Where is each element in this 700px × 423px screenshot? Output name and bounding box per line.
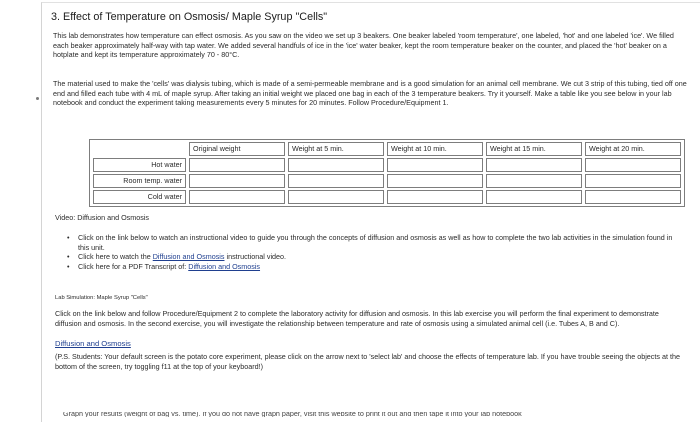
row-label: Room temp. water <box>93 174 186 188</box>
video-heading: Video: Diffusion and Osmosis <box>55 213 150 222</box>
table-row <box>93 190 681 204</box>
bullet-text: Click on the link below to watch an instructional video to guide you through the concepts of diffusion and osmosis as well as how to complete the two lab activities in the simulation found in this unit. <box>78 233 673 252</box>
table-corner <box>93 142 186 156</box>
table-row <box>93 158 681 172</box>
clipped-text-line <box>63 412 629 417</box>
table-cell <box>288 158 384 172</box>
table-cell <box>189 174 285 188</box>
table-cell <box>486 174 582 188</box>
section-title: 3. Effect of Temperature on Osmosis/ Maple Syrup "Cells" <box>51 11 328 23</box>
simulation-heading: Lab Simulation: Maple Syrup "Cells" <box>55 295 148 301</box>
intro-paragraph: This lab demonstrates how temperature can effect osmosis. As you saw on the video we set up 3 beakers. One beaker labeled 'room temperature', one labeled, 'hot' and one labeled 'ice'. We filled each beaker approximately half-way with tap water. We added several handfuls of ice in the 'ice' water beaker, kept the room temperature beaker on the counter, and placed the 'hot' beaker on a hotplate and kept its temperature approximately 70 - 80°C. <box>53 31 674 60</box>
list-item <box>64 233 684 252</box>
table-cell <box>189 158 285 172</box>
bullet-text-prefix: Click here to watch the <box>78 252 153 262</box>
video-link-list <box>64 233 684 271</box>
column-header: Weight at 15 min. <box>486 142 582 156</box>
list-item <box>64 262 684 272</box>
table-cell <box>585 174 681 188</box>
column-header: Original weight <box>189 142 285 156</box>
table-cell <box>585 158 681 172</box>
column-header: Weight at 10 min. <box>387 142 483 156</box>
material-paragraph: The material used to make the 'cells' was dialysis tubing, which is made of a semi-permeable membrane and is a good simulation for an animal cell membrane. We cut 3 strip of this tubing, tied off one end and filled each tube with 4 mL of maple syrup. After taking an initial weight we placed one bag in each of the 3 temperature beakers. Try it yourself. Make a table like you see below in your lab notebook and conduct the experiment taking measurements every 5 minutes for 20 minutes. Follow Procedure/Equipment 1. <box>53 79 687 108</box>
simulation-link[interactable]: Diffusion and Osmosis <box>55 339 131 348</box>
table-cell <box>387 174 483 188</box>
row-label: Cold water <box>93 190 186 204</box>
table-cell <box>585 190 681 204</box>
table-cell <box>288 174 384 188</box>
margin-marker <box>36 97 39 100</box>
video-link[interactable]: Diffusion and Osmosis <box>152 252 225 262</box>
row-label: Hot water <box>93 158 186 172</box>
table-cell <box>486 158 582 172</box>
transcript-link[interactable]: Diffusion and Osmosis <box>188 261 261 271</box>
measurement-table <box>89 139 685 207</box>
table-cell <box>387 190 483 204</box>
list-item <box>64 252 684 262</box>
bullet-text-suffix: instructional video. <box>224 252 287 262</box>
clipped-text: Graph your results (weight of bag vs. time). If you do not have graph paper, visit this website to print it out and then tape it into your lab notebook <box>63 412 522 417</box>
column-header: Weight at 20 min. <box>585 142 681 156</box>
bullet-text-prefix: Click here for a PDF Transcript of: <box>78 261 189 271</box>
student-note: (P.S. Students: Your default screen is the potato core experiment, please click on the arrow next to 'select lab' and choose the effects of temperature lab. If you have trouble seeing the objects at the bottom of the screen, try toggling f11 at the top of your keyboard!) <box>55 352 680 371</box>
table-cell <box>288 190 384 204</box>
column-header: Weight at 5 min. <box>288 142 384 156</box>
table-row <box>93 174 681 188</box>
table-cell <box>189 190 285 204</box>
table-header-row <box>93 142 681 156</box>
table-cell <box>387 158 483 172</box>
simulation-paragraph: Click on the link below and follow Procedure/Equipment 2 to complete the laboratory activity for diffusion and osmosis. In this lab exercise you will perform the final experiment to demonstrate diffusion and osmosis. In the second exercise, you will investigate the relationship between temperature and rate of osmosis using a simulated animal cell (i.e. Tubes A, B and C). <box>55 309 659 328</box>
table-cell <box>486 190 582 204</box>
